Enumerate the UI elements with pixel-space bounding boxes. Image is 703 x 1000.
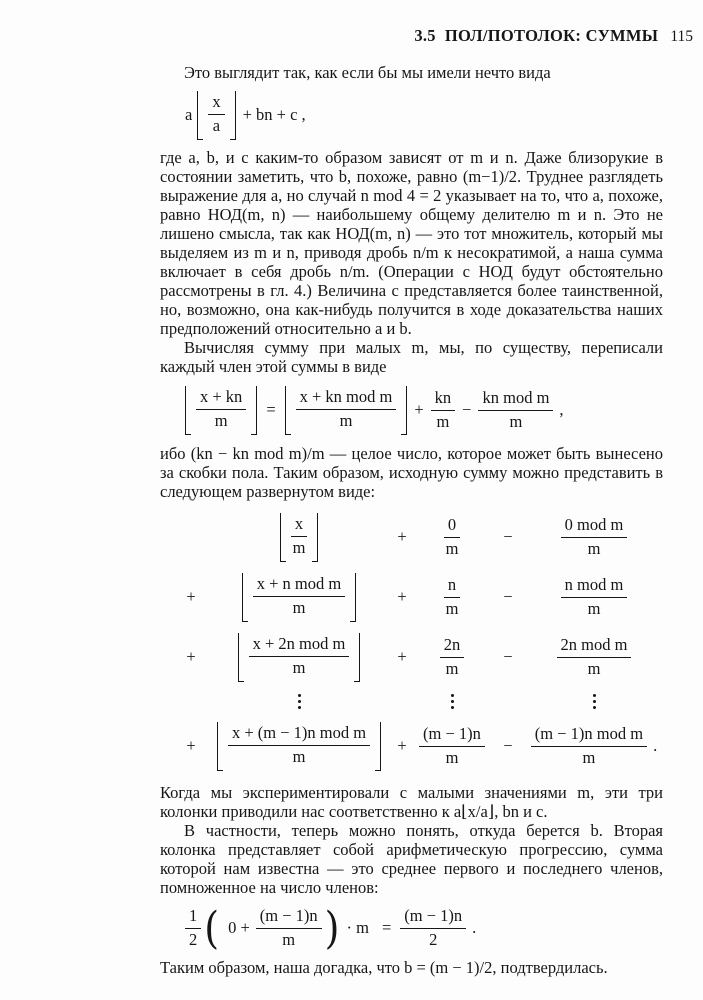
paragraph-intro: Это выглядит так, как если бы мы имели нечто вида xyxy=(184,63,551,82)
fraction-kn-m: $\frac{kn}{m}$ xyxy=(431,389,456,432)
paragraph-conclusion: Таким образом, наша догадка, что b = (m − 1)/2, подтвердилась. xyxy=(160,957,608,977)
section-title: ПОЛ/ПОТОЛОК: СУММЫ xyxy=(444,26,659,45)
plus-sign: + xyxy=(397,586,407,606)
sum-right-fraction: $\frac{\text{(m − 1)n mod m}}{m}$ . xyxy=(531,725,657,768)
sum-right-fraction: $\frac{\text{0 mod m}}{m}$ xyxy=(561,516,628,559)
paragraph-integer-part: ибо (kn − kn mod m)/m — целое число, которое может быть вынесено за скобки пола. Таким образом, исходную сумму можно представить в следующем развернутом виде: xyxy=(160,443,663,501)
sum-mid-fraction: $\frac{0}{m}$ xyxy=(445,514,459,558)
floor-bracket xyxy=(185,386,257,435)
floor-bracket xyxy=(285,386,408,435)
formula-expanded-sum xyxy=(174,513,663,771)
sum-floor-term: $\frac{\text{x + 2n mod m}}{m}$ xyxy=(238,633,361,682)
floor-right-icon xyxy=(230,91,236,140)
paragraph-progression: В частности, теперь можно понять, откуда берется b. Вторая колонка представляет собой арифметическую прогрессию, сумма которой нам известна — это среднее первого и последнего членов, помноженное на число членов: xyxy=(160,820,663,897)
vertical-dots-icon xyxy=(298,693,301,711)
fraction-rhs-floor: $\frac{\text{x + kn mod m}}{m}$ xyxy=(296,388,397,431)
plus-sign: + xyxy=(397,646,407,666)
formula-progression-sum xyxy=(185,902,663,954)
fraction-lhs: $\frac{x + kn}{m}$ xyxy=(196,388,246,431)
fraction-m1n-m: $\frac{(m - 1)n}{m}$ xyxy=(256,907,322,950)
floor-right-icon xyxy=(251,386,257,435)
sum-lead: + xyxy=(186,646,196,666)
vertical-dots-icon xyxy=(451,693,454,711)
formula-general-form xyxy=(185,91,663,140)
section-number: 3.5 xyxy=(414,26,436,45)
math-tail: + bn + c , xyxy=(242,104,306,124)
sum-lead: + xyxy=(186,735,196,755)
floor-right-icon xyxy=(401,386,407,435)
sum-floor-term: $\frac{\text{x + n mod m}}{m}$ xyxy=(242,573,356,622)
sum-right-fraction: $\frac{\text{2n mod m}}{m}$ xyxy=(557,636,632,679)
fraction-knmod-m: $\frac{\text{kn mod m}}{m}$ xyxy=(478,389,553,432)
close-paren: ) xyxy=(324,902,340,954)
vertical-dots-icon xyxy=(593,693,596,711)
paragraph-three-columns: Когда мы экспериментировали с малыми значениями m, эти три колонки приводили нас соответственно к a⌊x/a⌋, bn и c. xyxy=(160,782,663,821)
floor-right-icon xyxy=(375,722,381,771)
minus-sign: − xyxy=(503,646,513,666)
floor-right-icon xyxy=(354,633,360,682)
math-coefficient-a: a xyxy=(185,104,193,124)
floor-bracket xyxy=(197,91,235,140)
minus-sign: − xyxy=(462,399,472,419)
plus-sign: + xyxy=(414,399,424,419)
period: . xyxy=(472,917,477,937)
floor-right-icon xyxy=(350,573,356,622)
sum-mid-fraction: $\frac{2n}{m}$ xyxy=(440,636,465,679)
minus-sign: − xyxy=(503,735,513,755)
sum-mid-fraction: $\frac{(m - 1)n}{m}$ xyxy=(419,725,485,768)
equals-sign: = xyxy=(381,917,392,937)
math-zero-plus: 0 + xyxy=(228,917,250,937)
running-head xyxy=(160,26,693,46)
sum-mid-fraction: $\frac{n}{m}$ xyxy=(445,574,459,618)
sum-floor-term: $\frac{x}{m}$ xyxy=(280,513,318,562)
minus-sign: − xyxy=(503,526,513,546)
fraction-one-half: $\frac{1}{2}$ xyxy=(185,907,201,950)
page-number: 115 xyxy=(670,28,693,45)
sum-floor-term: $\frac{\text{x + (m − 1)n mod m}}{m}$ xyxy=(217,722,381,771)
sum-lead: + xyxy=(186,586,196,606)
plus-sign: + xyxy=(397,526,407,546)
sum-right-fraction: $\frac{\text{n mod m}}{m}$ xyxy=(561,576,628,619)
floor-right-icon xyxy=(312,513,318,562)
open-paren: ( xyxy=(204,902,220,954)
period: . xyxy=(653,735,658,755)
equals-sign: = xyxy=(266,399,276,419)
times-m: · m xyxy=(346,917,369,937)
comma: , xyxy=(559,399,564,419)
text-column xyxy=(160,26,693,977)
paragraph-computing: Вычисляя сумму при малых m, мы, по существу, переписали каждый член этой суммы в виде xyxy=(160,337,663,376)
fraction-x-a: $\frac{x}{a}$ xyxy=(208,93,224,136)
plus-sign: + xyxy=(397,735,407,755)
fraction-m1n-2: $\frac{(m - 1)n}{2}$ xyxy=(400,907,466,950)
paragraph-coefficients: где a, b, и c каким-то образом зависят от m и n. Даже близорукие в состоянии заметить, что b, похоже, равно (m−1)/2. Труднее разглядеть выражение для a, но случай n mod 4 = 2 указывает на то, что a, похоже, равно НОД(m, n) — наибольшему общему делителю m и n. Это не лишено смысла, так как НОД(m, n) — это тот множитель, который мы выделяем из m и n, приводя дробь n/m к несократимой, а наша сумма включает в себя дробь n/m. (Операции с НОД будут обстоятельно рассмотрены в гл. 4.) Величина c представляется более таинственной, но, возможно, она как-нибудь получится в ходе доказательства наших предположений относительно a и b. xyxy=(160,147,663,338)
minus-sign: − xyxy=(503,586,513,606)
formula-term-rewrite xyxy=(185,386,663,435)
